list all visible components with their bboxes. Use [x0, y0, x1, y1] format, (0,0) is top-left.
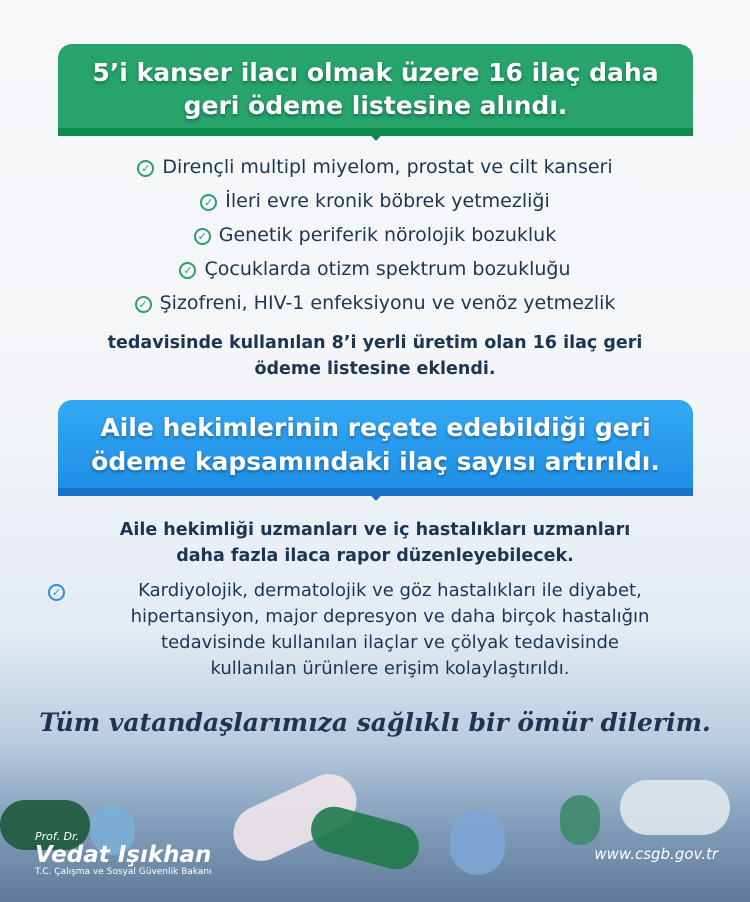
check-circle-icon: ✓ [48, 584, 65, 601]
list-item-text: Genetik periferik nörolojik bozukluk [218, 224, 557, 246]
headline-line: ödeme kapsamındaki ilaç sayısı artırıldı. [91, 447, 660, 476]
headline-banner-blue [58, 400, 693, 496]
check-circle-icon: ✓ [200, 194, 217, 211]
list-item-text: Şizofreni, HIV-1 enfeksiyonu ve venöz yetmezlik [159, 292, 616, 314]
paragraph-line: kullanılan ürünlere erişim kolaylaştırıldı. [210, 658, 570, 679]
list-item [0, 152, 750, 186]
list-item [0, 220, 750, 254]
check-circle-icon: ✓ [135, 296, 152, 313]
signature [35, 830, 212, 877]
check-circle-icon: ✓ [137, 160, 154, 177]
paragraph-line: tedavisinde kullanılan ilaçlar ve çölyak tedavisinde [161, 632, 619, 653]
signature-prefix: Prof. Dr. [35, 830, 80, 843]
list-item [0, 186, 750, 220]
headline-line: Aile hekimlerinin reçete edebildiği geri [100, 413, 651, 442]
summary-line: tedavisinde kullanılan 8’i yerli üretim olan 16 ilaç geri [107, 333, 643, 353]
check-circle-icon: ✓ [179, 262, 196, 279]
pill-image [306, 802, 424, 875]
summary-text [0, 330, 750, 382]
summary-line: ödeme listesine eklendi. [254, 359, 496, 379]
closing-message: Tüm vatandaşlarımıza sağlıklı bir ömür dilerim. [39, 708, 711, 737]
list-item-text: İleri evre kronik böbrek yetmezliği [225, 190, 550, 212]
pill-image [620, 780, 730, 835]
check-circle-icon: ✓ [194, 228, 211, 245]
list-item-text: Çocuklarda otizm spektrum bozukluğu [204, 258, 571, 280]
website-url: www.csgb.gov.tr [594, 845, 718, 863]
list-item [0, 288, 750, 322]
signature-title: T.C. Çalışma ve Sosyal Güvenlik Bakanı [35, 867, 212, 877]
list-item [0, 254, 750, 288]
detail-paragraph [51, 578, 710, 682]
list-item-text: Dirençli multipl miyelom, prostat ve cilt kanseri [162, 156, 613, 178]
subheading-line: Aile hekimliği uzmanları ve iç hastalıkları uzmanları [119, 520, 631, 540]
subheading-line: daha fazla ilaca rapor düzenleyebilecek. [176, 546, 574, 566]
paragraph-line: hipertansiyon, major depresyon ve daha birçok hastalığın [130, 606, 650, 627]
subheading [0, 517, 750, 569]
headline-line: 5’i kanser ilacı olmak üzere 16 ilaç daha [92, 58, 659, 87]
signature-name: Vedat Işıkhan [35, 842, 212, 868]
headline-banner-green [58, 44, 693, 136]
pill-image [450, 810, 505, 875]
headline-line: geri ödeme listesine alındı. [183, 91, 568, 120]
condition-list [0, 152, 750, 322]
pill-image [560, 795, 600, 845]
paragraph-line: Kardiyolojik, dermatolojik ve göz hastalıkları ile diyabet, [138, 580, 642, 601]
